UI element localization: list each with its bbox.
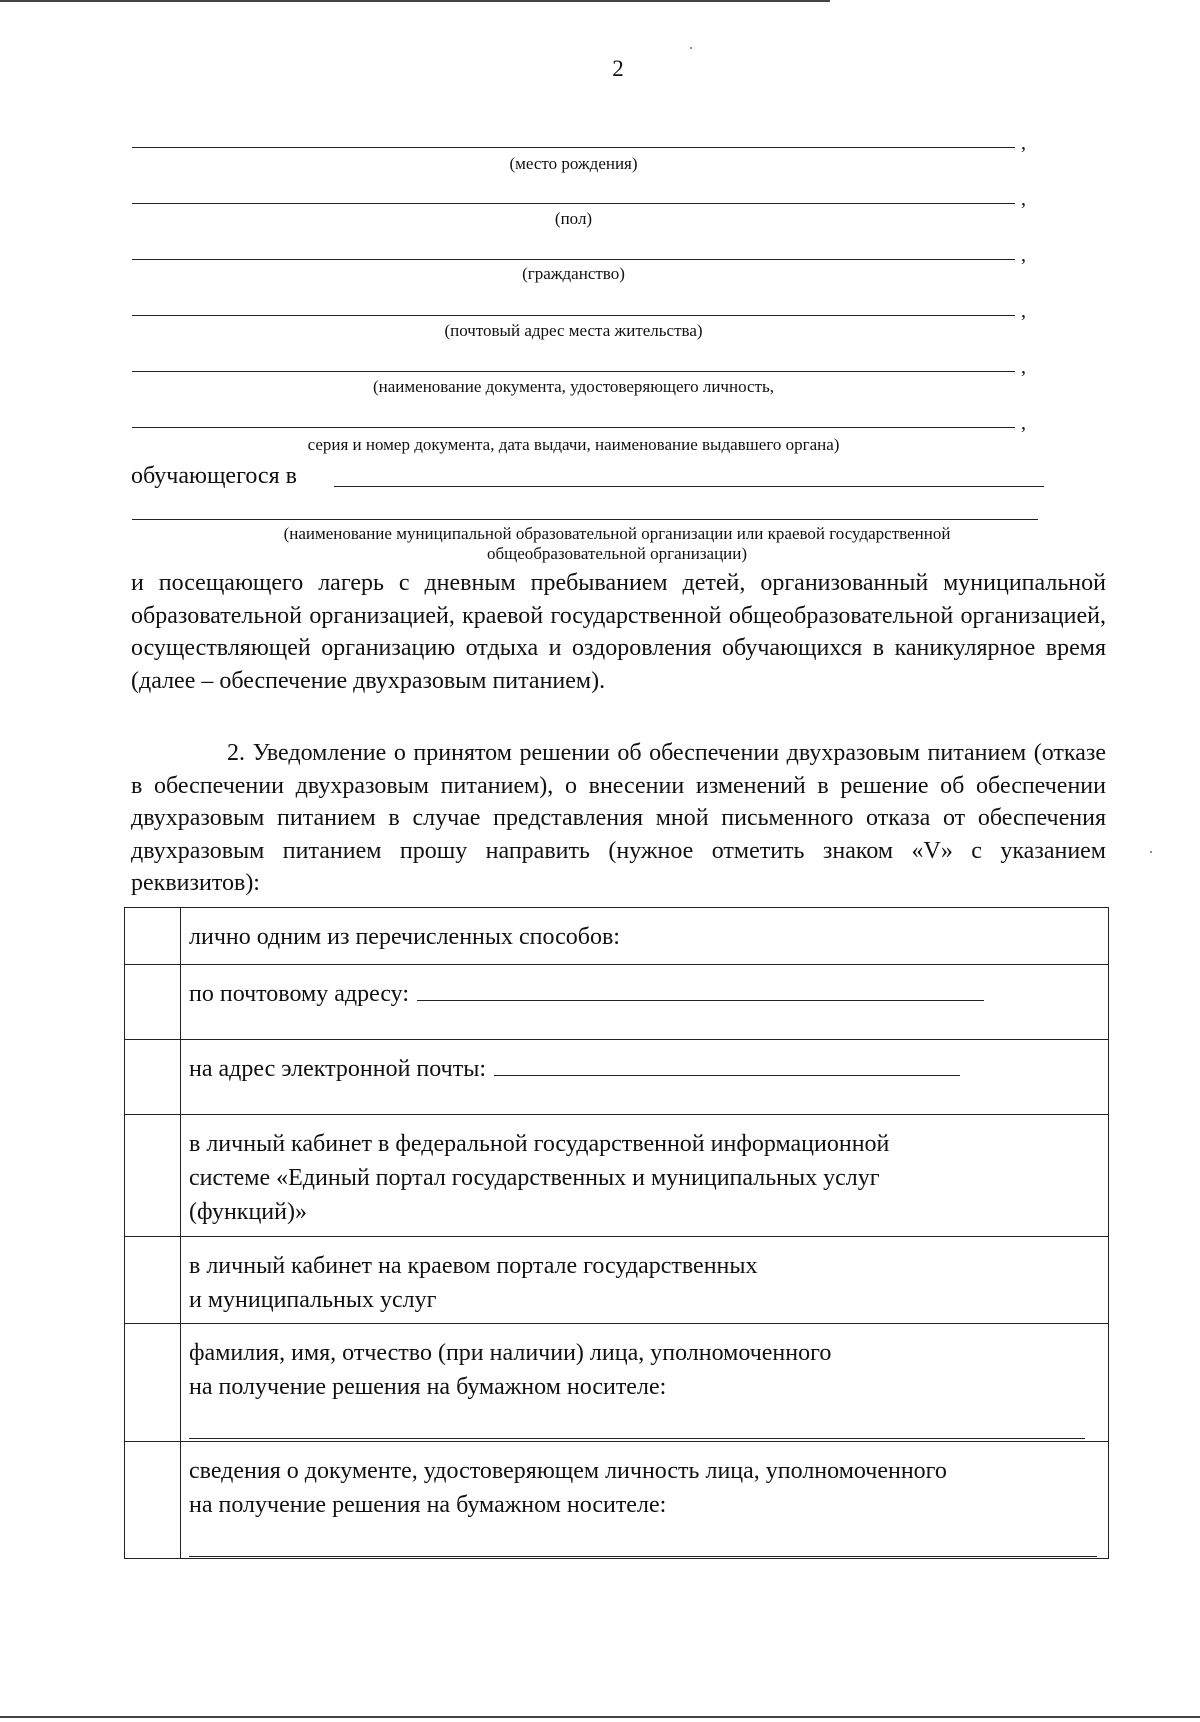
option-checkbox[interactable] <box>125 965 181 1040</box>
option-text-line: и муниципальных услуг <box>189 1287 437 1313</box>
field-comma: , <box>1021 188 1026 210</box>
option-text-line: (функций)» <box>189 1199 307 1225</box>
option-text-line: в личный кабинет в федеральной государственной информационной <box>189 1131 890 1157</box>
student-label: обучающегося в <box>131 463 297 489</box>
document-details-caption: серия и номер документа, дата выдачи, наименование выдавшего органа) <box>307 435 840 454</box>
option-row-proxy-name <box>125 1324 1109 1442</box>
page-number: 2 <box>612 56 624 81</box>
scan-bottom-edge <box>0 1716 1200 1718</box>
notification-options-table <box>124 907 1109 1559</box>
field-comma: , <box>1021 356 1026 378</box>
birthplace-caption: (место рождения) <box>509 154 638 173</box>
field-comma: , <box>1021 300 1026 322</box>
scan-speck <box>690 47 692 49</box>
option-row-gosuslugi <box>125 1115 1109 1237</box>
option-text-line: на получение решения на бумажном носителе: <box>189 1374 667 1400</box>
identity-document-line[interactable] <box>132 371 1015 372</box>
proxy-name-input-line[interactable] <box>189 1438 1085 1439</box>
sex-caption: (пол) <box>554 209 593 228</box>
birthplace-line[interactable] <box>132 147 1015 148</box>
option-text <box>181 1237 1109 1324</box>
option-checkbox[interactable] <box>125 1442 181 1559</box>
option-checkbox[interactable] <box>125 1115 181 1237</box>
option-row-postal <box>125 965 1109 1040</box>
field-comma: , <box>1021 132 1026 154</box>
field-comma: , <box>1021 412 1026 434</box>
scan-top-edge <box>0 0 830 2</box>
paragraph-camp: и посещающего лагерь с дневным пребыванием детей, организованный муниципальной образовательной организацией, краевой государственной общеобразовательной организацией, осуществляющей организацию отдыха и оздоровления обучающихся в каникулярное время (далее – обеспечение двухразовым питанием). <box>131 570 1106 694</box>
option-text-line: системе «Единый портал государственных и муниципальных услуг <box>189 1165 880 1191</box>
option-text-line: фамилия, имя, отчество (при наличии) лица, уполномоченного <box>189 1340 832 1366</box>
postal-address-input-line[interactable] <box>417 1000 984 1001</box>
postal-address-caption: (почтовый адрес места жительства) <box>444 321 703 340</box>
field-comma: , <box>1021 244 1026 266</box>
citizenship-caption: (гражданство) <box>522 264 625 283</box>
option-text <box>181 1115 1109 1237</box>
option-text <box>181 965 1109 1040</box>
option-text <box>181 1442 1109 1559</box>
school-caption-line-2: общеобразовательной организации) <box>486 544 748 563</box>
proxy-document-input-line[interactable] <box>189 1556 1097 1557</box>
school-name-line-2[interactable] <box>132 519 1038 520</box>
option-text-line: сведения о документе, удостоверяющем личность лица, уполномоченного <box>189 1458 947 1484</box>
school-name-line[interactable] <box>334 486 1044 487</box>
scan-speck <box>1150 851 1152 853</box>
option-checkbox[interactable] <box>125 1324 181 1442</box>
option-text <box>181 1040 1109 1115</box>
option-text: лично одним из перечисленных способов: <box>181 908 1109 965</box>
email-input-line[interactable] <box>494 1075 960 1076</box>
option-label: на адрес электронной почты: <box>189 1056 486 1082</box>
option-text-line: в личный кабинет на краевом портале государственных <box>189 1253 758 1279</box>
option-checkbox[interactable] <box>125 1040 181 1115</box>
option-checkbox[interactable] <box>125 908 181 965</box>
option-row-proxy-document <box>125 1442 1109 1559</box>
document-details-line[interactable] <box>132 427 1015 428</box>
option-row-email <box>125 1040 1109 1115</box>
option-row-personally <box>125 908 1109 965</box>
option-text <box>181 1324 1109 1442</box>
identity-document-caption: (наименование документа, удостоверяющего личность, <box>373 377 774 396</box>
school-name-caption <box>132 524 1102 564</box>
option-checkbox[interactable] <box>125 1237 181 1324</box>
option-text-line: на получение решения на бумажном носителе: <box>189 1492 667 1518</box>
option-row-regional-portal <box>125 1237 1109 1324</box>
paragraph-notification: 2. Уведомление о принятом решении об обеспечении двухразовым питанием (отказе в обеспечении двухразовым питанием), о внесении изменений в решение об обеспечении двухразовым питанием в случае представления мной письменного отказа от обеспечения двухразовым питанием прошу направить (нужное отметить знаком «V» с указанием реквизитов): <box>131 740 1106 896</box>
option-label: по почтовому адресу: <box>189 981 410 1007</box>
school-caption-line-1: (наименование муниципальной образовательной организации или краевой государственной <box>283 524 951 543</box>
sex-line[interactable] <box>132 203 1015 204</box>
citizenship-line[interactable] <box>132 259 1015 260</box>
postal-address-line[interactable] <box>132 315 1015 316</box>
